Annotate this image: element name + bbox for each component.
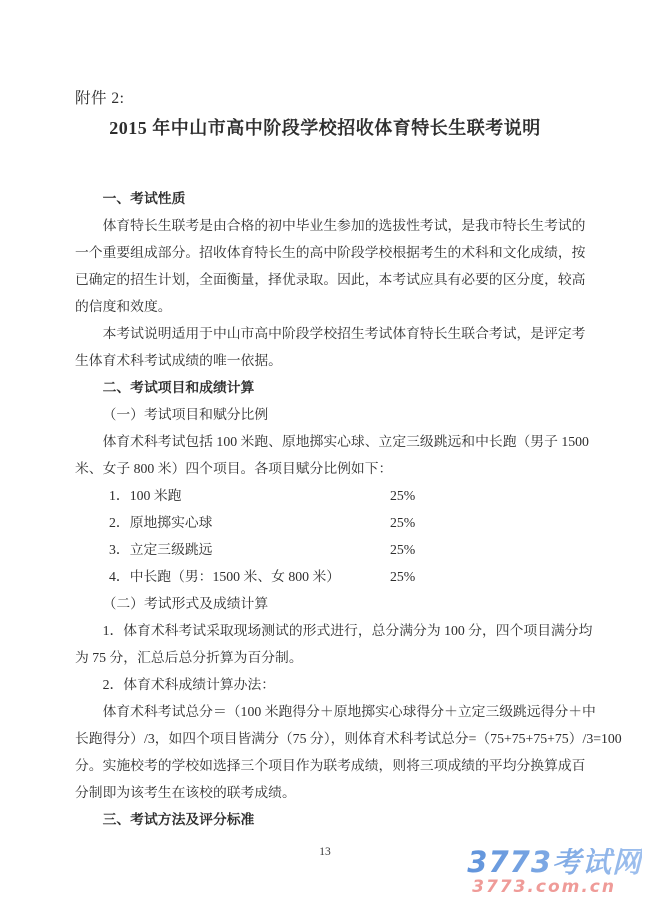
exam-item-percent: 25%	[390, 569, 416, 584]
text-line: 分制即为该考生在该校的联考成绩。	[75, 785, 296, 800]
attachment-label: 附件 2:	[75, 90, 125, 107]
text-line: 长跑得分）/3，如四个项目皆满分（75 分），则体育术科考试总分=（75+75+75+75）/3=100	[75, 731, 622, 746]
document-body	[75, 185, 622, 833]
exam-item-percent: 25%	[390, 488, 416, 503]
section-heading: 二、考试项目和成绩计算	[102, 380, 255, 395]
text-line: （二）考试形式及成绩计算	[102, 596, 269, 611]
text-line	[75, 509, 587, 536]
text-line	[75, 536, 587, 563]
document-title: 2015 年中山市高中阶段学校招收体育特长生联考说明	[109, 118, 541, 138]
text-line: 的信度和效度。	[75, 299, 172, 314]
text-line: （一）考试项目和赋分比例	[102, 407, 269, 422]
text-line: 体育特长生联考是由合格的初中毕业生参加的选拔性考试，是我市特长生考试的	[102, 218, 586, 233]
section-heading: 三、考试方法及评分标准	[102, 812, 255, 827]
exam-item-label: 3．立定三级跳远	[109, 542, 213, 557]
text-line	[75, 563, 587, 590]
text-line: 体育术科考试总分＝（100 米跑得分＋原地掷实心球得分＋立定三级跳远得分＋中	[102, 704, 596, 719]
watermark-site-url: 3773.com.cn	[472, 877, 616, 897]
exam-item-percent: 25%	[390, 542, 416, 557]
section-heading: 一、考试性质	[102, 191, 186, 206]
page-number: 13	[319, 846, 331, 858]
text-line: 分。实施校考的学校如选择三个项目作为联考成绩，则将三项成绩的平均分换算成百	[75, 758, 586, 773]
exam-item-percent: 25%	[390, 515, 416, 530]
exam-item-label: 4．中长跑（男：1500 米、女 800 米）	[109, 569, 341, 584]
text-line: 1．体育术科考试采取现场测试的形式进行，总分满分为 100 分，四个项目满分均	[102, 623, 593, 638]
text-line: 米、女子 800 米）四个项目。各项目赋分比例如下：	[75, 461, 393, 476]
text-line: 已确定的招生计划，全面衡量，择优录取。因此，本考试应具有必要的区分度，较高	[75, 272, 586, 287]
watermark	[467, 845, 642, 897]
text-line: 体育术科考试包括 100 米跑、原地掷实心球、立定三级跳远和中长跑（男子 1500	[102, 434, 589, 449]
text-line	[75, 482, 587, 509]
text-line: 生体育术科考试成绩的唯一依据。	[75, 353, 282, 368]
exam-item-label: 2．原地掷实心球	[109, 515, 213, 530]
text-line: 2．体育术科成绩计算办法：	[102, 677, 276, 692]
text-line: 为 75 分，汇总后总分折算为百分制。	[75, 650, 303, 665]
exam-item-label: 1．100 米跑	[109, 488, 182, 503]
text-line: 本考试说明适用于中山市高中阶段学校招生考试体育特长生联合考试，是评定考	[102, 326, 586, 341]
text-line: 一个重要组成部分。招收体育特长生的高中阶段学校根据考生的术科和文化成绩，按	[75, 245, 586, 260]
watermark-site-name: 3773考试网	[467, 845, 642, 879]
